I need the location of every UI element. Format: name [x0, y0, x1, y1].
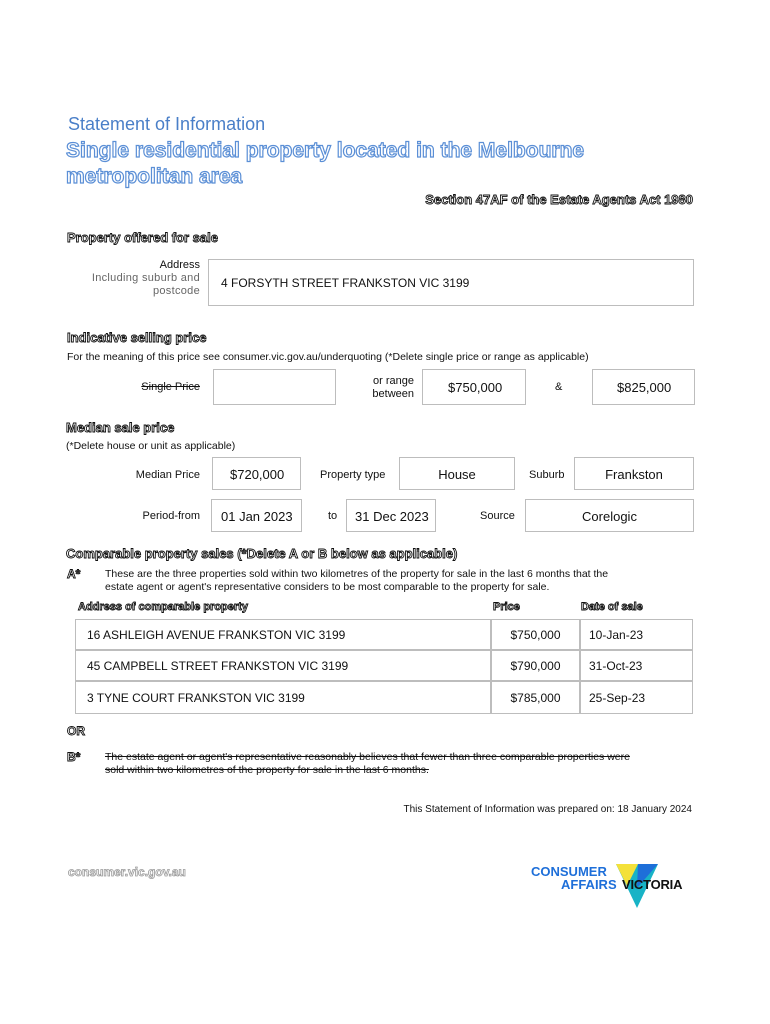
period-from-label: Period-from — [142, 510, 200, 522]
statement-title: Statement of Information — [68, 114, 266, 134]
option-a-text-1: These are the three properties sold within two kilometres of the property for sale in the last 6 months that the — [105, 568, 609, 580]
col-price-header: Price — [493, 601, 520, 613]
comparable-date: 31-Oct-23 — [589, 658, 643, 673]
col-date-header: Date of sale — [581, 601, 643, 613]
single-price-field[interactable] — [213, 369, 336, 405]
suburb-value: Frankston — [605, 467, 663, 482]
property-type-value: House — [438, 467, 476, 482]
option-b-text-1: The estate agent or agent's representative reasonably believes that fewer than three comparable properties were — [105, 751, 630, 763]
comparable-date: 25-Sep-23 — [589, 690, 646, 705]
comparable-date: 10-Jan-23 — [589, 627, 644, 642]
median-price-value: $720,000 — [230, 467, 285, 482]
col-address-header: Address of comparable property — [78, 601, 248, 613]
comparable-address-cell[interactable] — [75, 619, 491, 650]
comparable-date-cell[interactable] — [580, 681, 693, 714]
main-title-line1: Single residential property located in the Melbourne — [66, 139, 585, 162]
suburb-field[interactable] — [574, 457, 694, 490]
address-field[interactable] — [208, 259, 694, 306]
comparable-address: 3 TYNE COURT FRANKSTON VIC 3199 — [87, 690, 305, 705]
main-title-line2: metropolitan area — [66, 165, 243, 188]
comparable-address-cell[interactable] — [75, 650, 491, 681]
source-value: Corelogic — [582, 509, 637, 524]
logo-consumer-text: CONSUMER — [531, 864, 607, 879]
source-label: Source — [480, 510, 515, 522]
comparable-address-cell[interactable] — [75, 681, 491, 714]
address-sublabel-2: postcode — [152, 285, 200, 297]
median-section-title: Median sale price — [66, 420, 175, 435]
act-reference: Section 47AF of the Estate Agents Act 1980 — [425, 192, 693, 207]
option-a-marker: A* — [67, 567, 81, 581]
source-field[interactable] — [525, 499, 694, 532]
prepared-date: This Statement of Information was prepared on: 18 January 2024 — [403, 804, 692, 815]
comparable-price-cell[interactable] — [491, 619, 580, 650]
consumer-affairs-victoria-logo — [530, 862, 700, 910]
comparable-date-cell[interactable] — [580, 619, 693, 650]
range-high-field[interactable] — [592, 369, 695, 405]
comparable-section-title: Comparable property sales (*Delete A or B below as applicable) — [66, 546, 458, 561]
comparable-price: $785,000 — [510, 690, 561, 705]
median-price-label: Median Price — [135, 469, 200, 481]
range-ampersand: & — [555, 381, 563, 393]
table-row — [75, 619, 693, 650]
period-to-value: 31 Dec 2023 — [355, 509, 429, 524]
period-to-label: to — [328, 510, 338, 522]
range-label-1: or range — [373, 375, 414, 387]
or-label: OR — [67, 724, 85, 738]
address-label: Address — [159, 259, 200, 271]
address-value: 4 FORSYTH STREET FRANKSTON VIC 3199 — [221, 276, 470, 290]
property-type-field[interactable] — [399, 457, 515, 490]
logo-affairs-text: AFFAIRS — [561, 877, 617, 892]
option-a-text-2: estate agent or agent's representative considers to be most comparable to the property for sale. — [105, 581, 550, 593]
property-section-title: Property offered for sale — [67, 230, 218, 245]
property-type-label: Property type — [320, 469, 386, 481]
indicative-note: For the meaning of this price see consumer.vic.gov.au/underquoting (*Delete single price or range as applicable) — [67, 351, 589, 363]
table-row — [75, 650, 693, 681]
range-low-field[interactable] — [422, 369, 526, 405]
comparable-price: $790,000 — [510, 658, 561, 673]
comparable-price: $750,000 — [510, 627, 561, 642]
comparable-price-cell[interactable] — [491, 681, 580, 714]
comparable-date-cell[interactable] — [580, 650, 693, 681]
median-price-field[interactable] — [212, 457, 301, 490]
comparable-address: 45 CAMPBELL STREET FRANKSTON VIC 3199 — [87, 658, 349, 673]
single-price-label: Single Price — [141, 381, 200, 393]
range-high-value: $825,000 — [617, 380, 672, 395]
comparable-price-cell[interactable] — [491, 650, 580, 681]
option-b-text-2: sold within two kilometres of the property for sale in the last 6 months. — [105, 764, 429, 776]
period-from-field[interactable] — [211, 499, 302, 532]
median-note: (*Delete house or unit as applicable) — [66, 440, 236, 452]
address-sublabel-1: Including suburb and — [91, 272, 200, 284]
comparable-address: 16 ASHLEIGH AVENUE FRANKSTON VIC 3199 — [87, 627, 346, 642]
logo-victoria-text: VICTORIA — [622, 877, 683, 892]
period-to-field[interactable] — [346, 499, 436, 532]
table-row — [75, 681, 693, 714]
indicative-section-title: Indicative selling price — [67, 330, 207, 345]
suburb-label: Suburb — [529, 469, 565, 481]
option-b-marker: B* — [67, 750, 81, 764]
range-low-value: $750,000 — [448, 380, 503, 395]
website-link[interactable]: consumer.vic.gov.au — [68, 865, 186, 879]
range-label-2: between — [372, 388, 414, 400]
period-from-value: 01 Jan 2023 — [221, 509, 293, 524]
